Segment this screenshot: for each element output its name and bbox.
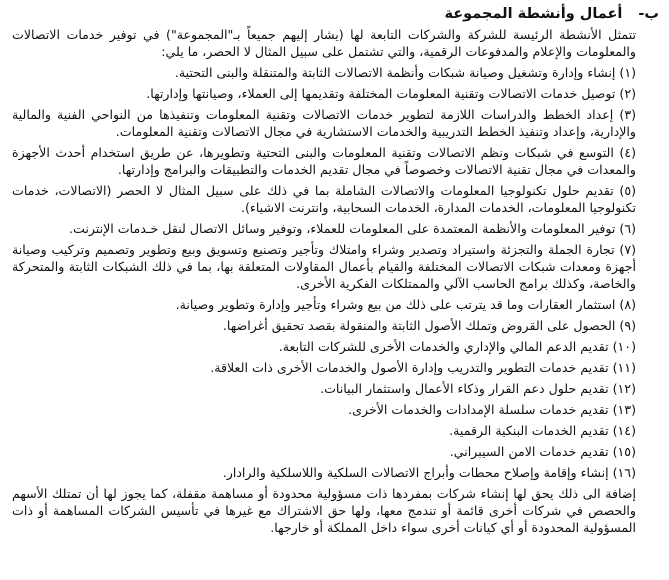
activities-list [12, 64, 636, 481]
activity-item-7: (٧) تجارة الجملة والتجزئة واستيراد وتصدير وشراء وامتلاك وتأجير وتصنيع وتسويق وبيع وتطوير وتصميم وتركيب وصيانة أجهزة ومعدات شبكات الاتصالات المختلفة والقيام بأعمال المقاولات المتعلقة بها، بما في ذلك الشبكات الثابتة والمتحركة والخاصة، وكذلك برامج الحاسب الآلي والممتلكات الفكرية الأخرى. [12, 242, 636, 291]
activity-item-9: (٩) الحصول على القروض وتملك الأصول الثابتة والمنقولة بقصد تحقيق أغراضها. [222, 318, 636, 333]
closing-paragraph: إضافة الى ذلك يحق لها إنشاء شركات بمفردها ذات مسؤولية محدودة أو مساهمة مقفلة، كما يجوز لها أن تمتلك الأسهم والحصص في شركات أخرى قائمة أو تندمج معها، ولها حق الاشتراك مع غيرها في تأسيس الشركات المساهمة أو ذات المسؤولية المحدودة أو أي كيانات أخرى سواء داخل المملكة أو خارجها. [12, 486, 636, 535]
activity-item-4: (٤) التوسع في شبكات ونظم الاتصالات وتقنية المعلومات والبنى التحتية وتطويرها، عن طريق استخدام أحدث الأجهزة والمعدات في مجال تقنية الاتصالات وخصوصاً في مجال تقديم الخدمات والتطبيقات والبرامج وإدارتها. [12, 145, 636, 177]
activity-item-13: (١٣) تقديم خدمات سلسلة الإمدادات والخدمات الأخرى. [348, 402, 636, 417]
section-label: ب- [638, 6, 659, 22]
activity-item-3: (٣) إعداد الخطط والدراسات اللازمة لتطوير خدمات الاتصالات وتقنية المعلومات وتنفيذها من النواحي الفنية والمالية والإدارية، وإعداد وتنفيذ الخطط التدريبية والخدمات الاستشارية في مجال الاتصالات وتقنية المعلومات. [12, 107, 636, 139]
activity-item-6: (٦) توفير المعلومات والأنظمة المعتمدة على المعلومات للعملاء، وتوفير وسائل الاتصال لنقل خـدمات الإنترنت. [68, 221, 636, 236]
activity-item-5: (٥) تقديم حلول تكنولوجيا المعلومات والاتصالات الشاملة بما في ذلك على سبيل المثال لا الحصر (الاتصالات، خدمات تكنولوجيا المعلومات، الخدمات المدارة، الخدمات السحابية، وانترنت الاشياء). [12, 183, 636, 215]
activity-item-8: (٨) استثمار العقارات وما قد يترتب على ذلك من بيع وشراء وتأجير وإدارة وتطوير وصيانة. [175, 297, 636, 312]
section-body [12, 26, 659, 536]
section-title: أعمال وأنشطة المجموعة [444, 6, 623, 22]
activity-item-15: (١٥) تقديم خدمات الامن السيبراني. [449, 444, 636, 459]
activity-item-2: (٢) توصيل خدمات الاتصالات وتقنية المعلومات المختلفة وتقديمها إلى العملاء، وصيانتها وإدارتها. [146, 86, 636, 101]
activity-item-12: (١٢) تقديم حلول دعم القرار وذكاء الأعمال واستثمار البيانات. [320, 381, 636, 396]
intro-paragraph: تتمثل الأنشطة الرئيسة للشركة والشركات التابعة لها (يشار إليهم جميعاً بـ"المجموعة") في توفير خدمات الاتصالات والمعلومات والإعلام والمدفوعات الرقمية، والتي تشتمل على سبيل المثال لا الحصر، ما يلي: [12, 27, 636, 59]
activity-item-10: (١٠) تقديم الدعم المالي والإداري والخدمات الأخرى للشركات التابعة. [278, 339, 636, 354]
activity-item-1: (١) إنشاء وإدارة وتشغيل وصيانة شبكات وأنظمة الاتصالات الثابتة والمتنقلة والبنى التحتية. [174, 65, 636, 80]
section-heading [12, 4, 659, 26]
activity-item-16: (١٦) إنشاء وإقامة وإصلاح محطات وأبراج الاتصالات السلكية واللاسلكية والرادار. [222, 465, 636, 480]
activity-item-11: (١١) تقديم خدمات التطوير والتدريب وإدارة الأصول والخدمات الأخرى ذات العلاقة. [210, 360, 636, 375]
activity-item-14: (١٤) تقديم الخدمات البنكية الرقمية. [449, 423, 636, 438]
